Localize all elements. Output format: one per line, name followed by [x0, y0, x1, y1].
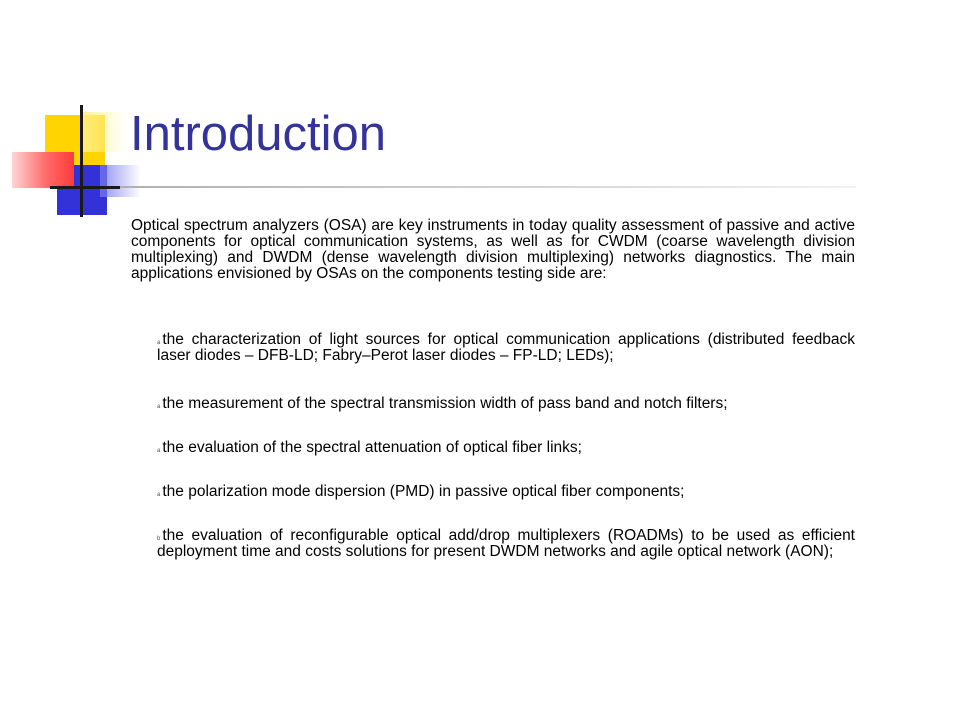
- list-item: [157, 440, 855, 456]
- red-bar-decoration: [12, 152, 74, 188]
- list-item: [157, 484, 855, 500]
- intro-paragraph: Optical spectrum analyzers (OSA) are key instruments in today quality assessment of passive and active components for optical communication systems, as well as for CWDM (coarse wavelength division multiplexing) and DWDM (dense wavelength division multiplexing) networks diagnostics. The main applications envisioned by OSAs on the components testing side are:: [131, 217, 855, 282]
- small-square-bullet-icon: b: [157, 536, 161, 542]
- yellow-fade-decoration: [80, 112, 125, 152]
- list-item: [157, 396, 855, 412]
- list-item: [157, 528, 855, 560]
- list-item: [157, 332, 855, 364]
- bullet-text: the evaluation of the spectral attenuation of optical fiber links;: [162, 439, 582, 456]
- title-underline-rule: [120, 186, 856, 188]
- slide-title: Introduction: [130, 107, 387, 161]
- vertical-line-decoration: [80, 105, 83, 217]
- bullet-text: the evaluation of reconfigurable optical add/drop multiplexers (ROADMs) to be used as efficient deployment time and costs solutions for present DWDM networks and agile optical network (AON);: [157, 527, 855, 560]
- small-square-bullet-icon: a: [157, 448, 161, 454]
- horizontal-line-decoration: [50, 186, 120, 189]
- bullet-text: the measurement of the spectral transmission width of pass band and notch filters;: [162, 395, 728, 412]
- bullet-text: the characterization of light sources for optical communication applications (distributed feedback laser diodes – DFB-LD; Fabry–Perot laser diodes – FP-LD; LEDs);: [157, 331, 855, 364]
- bullet-text: the polarization mode dispersion (PMD) in passive optical fiber components;: [162, 483, 685, 500]
- small-square-bullet-icon: a: [157, 404, 161, 410]
- small-square-bullet-icon: a: [157, 340, 161, 346]
- small-square-bullet-icon: a: [157, 492, 161, 498]
- bullet-list: [157, 332, 855, 560]
- blue-fade-decoration: [100, 165, 140, 197]
